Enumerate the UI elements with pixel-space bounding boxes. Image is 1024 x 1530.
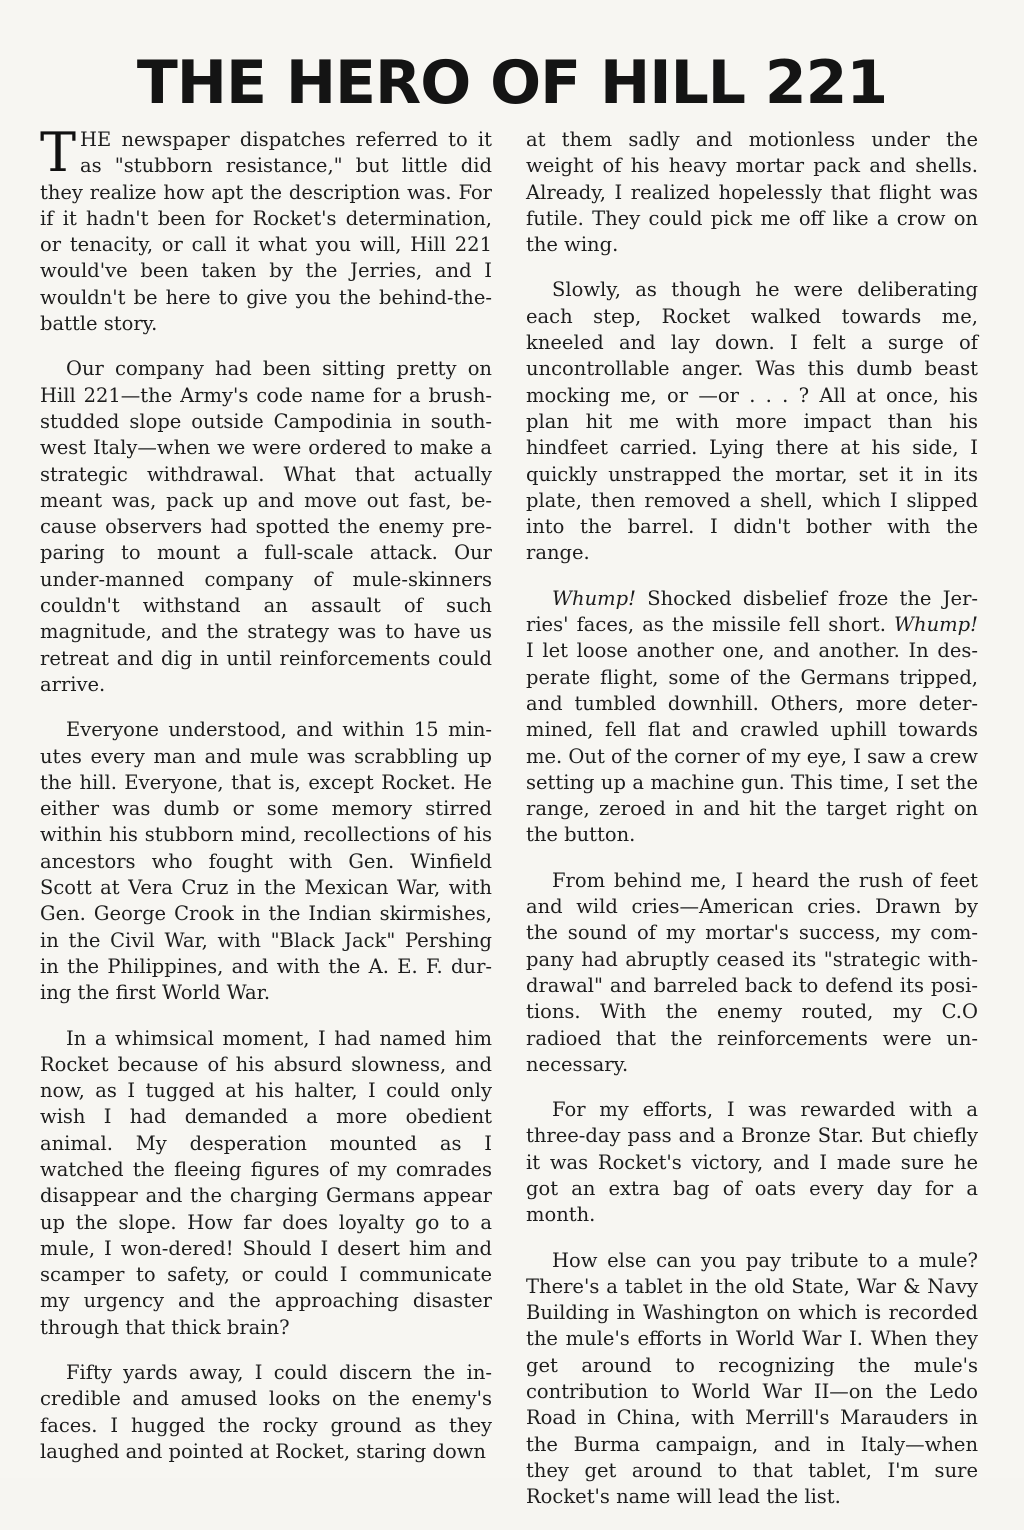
page-title: THE HERO OF HILL 221 [136, 48, 888, 118]
paragraph-5: Fifty yards away, I could discern the in-credible and amused looks on the enemy's faces. I hugged the rocky ground as they laughed and pointed at Rocket, staring down [40, 1361, 492, 1463]
paragraph-8-rest: I let loose another one, and another. In des-perate flight, some of the Germans tripped, and tumbled downhill. Others, more deter-mined, fell flat and crawled uphill towards me. Out of the corner of my eye, I saw a crew setting up a machine gun. This time, I set the range, zeroed in and hit the target right on the button. [526, 639, 978, 847]
whump-1: Whump! [552, 586, 636, 610]
paragraph-6: at them sadly and motionless under the weight of his heavy mortar pack and shells. Already, I realized hopelessly that flight was futile. They could pick me off like a crow on the wing. [526, 128, 978, 257]
paragraph-1-text: newspaper dispatches referred to it as "stubborn resistance," but little did they realize how apt the description was. For if it hadn't been for Rocket's determination, or tenacity, or call it what you will, Hill 221 would've been taken by the Jerries, and I wouldn't be here to give you the behind-the-battle story. [40, 128, 492, 336]
drop-cap: T [40, 121, 77, 184]
paragraph-1 [40, 121, 492, 337]
paragraph-8 [526, 586, 978, 849]
paragraph-8-mid: Shocked disbelief froze the Jer-ries' faces, as the missile fell short. [526, 586, 978, 637]
paragraph-2: Our company had been sitting pretty on Hill 221—the Army's code name for a brush-studded slope outside Campodinia in south-west Italy—when we were ordered to make a strategic withdrawal. What that actually meant was, pack up and move out fast, be-cause observers had spotted the enemy pre-paring to mount a full-scale attack. Our under-manned company of mule-skinners couldn't withstand an assault of such magnitude, and the strategy was to have us retreat and dig in until reinforcements could arrive. [40, 357, 492, 696]
right-column [526, 127, 978, 1530]
paragraph-10: For my efforts, I was rewarded with a three-day pass and a Bronze Star. But chiefly it was Rocket's victory, and I made sure he got an extra bag of oats every day for a month. [526, 1098, 978, 1227]
left-column [40, 121, 492, 1484]
paragraph-11: How else can you pay tribute to a mule? There's a tablet in the old State, War & Navy Building in Washington on which is recorded the mule's efforts in World War I. When they get around to recognizing the mule's contribution to World War II—on the Ledo Road in China, with Merrill's Marauders in the Burma campaign, and in Italy—when they get around to that tablet, I'm sure Rocket's name will lead the list. [526, 1248, 978, 1509]
paragraph-4: In a whimsical moment, I had named him Rocket because of his absurd slowness, and now, as I tugged at his halter, I could only wish I had demanded a more obedient animal. My desperation mounted as I watched the fleeing figures of my comrades disappear and the charging Germans appear up the slope. How far does loyalty go to a mule, I won-dered! Should I desert him and scamper to safety, or could I communicate my urgency and the approaching disaster through that thick brain? [40, 1026, 492, 1339]
paragraph-7: Slowly, as though he were deliberating each step, Rocket walked towards me, kneeled and lay down. I felt a surge of uncontrollable anger. Was this dumb beast mocking me, or —or . . . ? All at once, his plan hit me with more impact than his hindfeet carried. Lying there at his side, I quickly unstrapped the mortar, set it in its plate, then removed a shell, which I slipped into the barrel. I didn't bother with the range. [526, 278, 978, 565]
paragraph-3: Everyone understood, and within 15 min-utes every man and mule was scrabbling up the hill. Everyone, that is, except Rocket. He either was dumb or some memory stirred within his stubborn mind, recollections of his ancestors who fought with Gen. Winfield Scott at Vera Cruz in the Mexican War, with Gen. George Crook in the Indian skirmishes, in the Civil War, with "Black Jack" Pershing in the Philippines, and with the A. E. F. dur-ing the first World War. [40, 718, 492, 1005]
whump-2: Whump! [894, 613, 978, 637]
paragraph-1-lead: HE [80, 128, 112, 151]
paragraph-9: From behind me, I heard the rush of feet and wild cries—American cries. Drawn by the sound of my mortar's success, my com-pany had abruptly ceased its "strategic with-drawal" and barreled back to defend its posi-tions. With the enemy routed, my C.O radioed that the reinforcements were un-necessary. [526, 868, 978, 1076]
